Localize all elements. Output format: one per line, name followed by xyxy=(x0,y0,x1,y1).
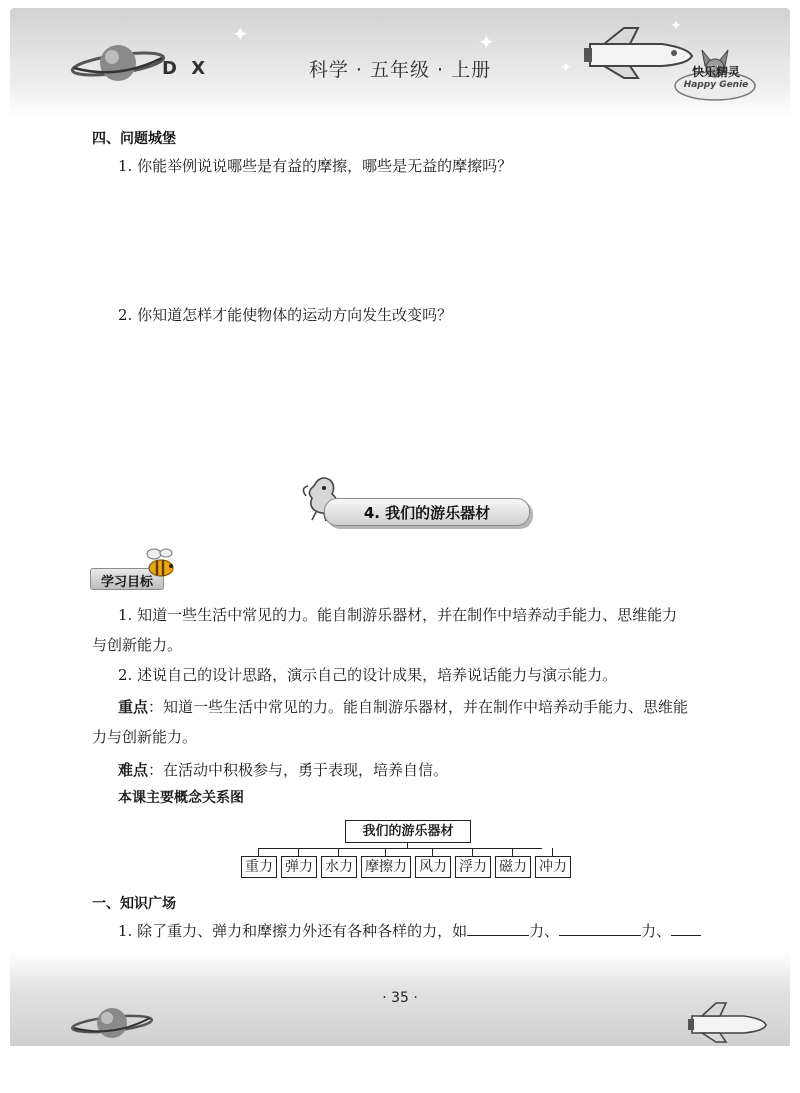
answer-blank-2[interactable] xyxy=(559,920,641,936)
answer-blank-1[interactable] xyxy=(467,920,529,936)
lesson-title-banner xyxy=(324,498,530,526)
footer-planet-icon xyxy=(70,1002,154,1044)
section-heading-knowledge-square: 一、知识广场 xyxy=(92,896,176,912)
goal-2: 2. 述说自己的设计思路，演示自己的设计成果，培养说话能力与演示能力。 xyxy=(118,666,618,684)
concept-map-item: 重力 xyxy=(241,856,277,878)
concept-map-item: 浮力 xyxy=(455,856,491,878)
concept-map-item: 弹力 xyxy=(281,856,317,878)
concept-map-root: 我们的游乐器材 xyxy=(345,820,471,843)
concept-map-item: 水力 xyxy=(321,856,357,878)
question-1: 1. 你能举例说说哪些是有益的摩擦，哪些是无益的摩擦吗？ xyxy=(118,157,513,175)
concept-map-branch-bar xyxy=(259,848,542,849)
logo-text-en: Happy Genie xyxy=(683,80,749,90)
concept-map-connector xyxy=(512,848,513,856)
page-header-title: 科学 · 五年级 · 上册 xyxy=(308,59,492,81)
goal-1-line-2: 与创新能力。 xyxy=(92,636,183,654)
key-point-line-1 xyxy=(118,697,688,717)
learning-goals-label: 学习目标 xyxy=(100,575,153,590)
key-point-line-2: 力与创新能力。 xyxy=(92,728,198,746)
key-point-text: ：知道一些生活中常见的力。能自制游乐器材，并在制作中培养动手能力、思维能 xyxy=(148,698,689,716)
section-heading-question-castle: 四、问题城堡 xyxy=(92,131,176,147)
concept-map-item: 风力 xyxy=(415,856,451,878)
page-number: · 35 · xyxy=(382,990,418,1006)
fill-in-question-line-1 xyxy=(118,920,701,941)
logo-text-cn: 快乐精灵 xyxy=(691,65,740,79)
concept-map-connector xyxy=(298,848,299,856)
happy-genie-logo-text xyxy=(676,66,756,92)
footer-space-shuttle-icon xyxy=(688,1000,768,1044)
key-point-label: 重点 xyxy=(118,698,149,716)
concept-map-connector xyxy=(258,848,259,856)
bee-icon xyxy=(144,546,178,580)
blank-unit-1: 力、 xyxy=(529,922,560,940)
difficulty-label: 难点 xyxy=(118,761,149,779)
concept-map-connector xyxy=(338,848,339,856)
concept-map-connector xyxy=(472,848,473,856)
sparkle-icon: ✦ xyxy=(478,30,495,54)
concept-map-connector xyxy=(432,848,433,856)
concept-map-connector xyxy=(385,848,386,856)
difficulty-text: ：在活动中积极参与，勇于表现，培养自信。 xyxy=(148,761,449,779)
concept-map-item: 磁力 xyxy=(495,856,531,878)
sparkle-icon: ✦ xyxy=(670,18,682,34)
concept-map-heading: 本课主要概念关系图 xyxy=(118,790,244,806)
sparkle-icon: ✦ xyxy=(232,22,249,46)
answer-blank-3[interactable] xyxy=(671,920,701,936)
concept-map-connector xyxy=(552,848,553,856)
concept-map-item: 摩擦力 xyxy=(361,856,411,878)
goal-1-line-1: 1. 知道一些生活中常见的力。能自制游乐器材，并在制作中培养动手能力、思维能力 xyxy=(118,606,678,624)
lesson-title: 4. 我们的游乐器材 xyxy=(363,504,491,522)
sparkle-icon: ✦ xyxy=(560,60,572,76)
header-code: D X xyxy=(162,58,210,79)
question-2: 2. 你知道怎样才能使物体的运动方向发生改变吗？ xyxy=(118,306,453,324)
difficulty-line xyxy=(118,760,448,780)
concept-map-item: 冲力 xyxy=(535,856,571,878)
fill-in-question-text: 1. 除了重力、弹力和摩擦力外还有各种各样的力，如 xyxy=(118,922,468,940)
blank-unit-2: 力、 xyxy=(641,922,672,940)
